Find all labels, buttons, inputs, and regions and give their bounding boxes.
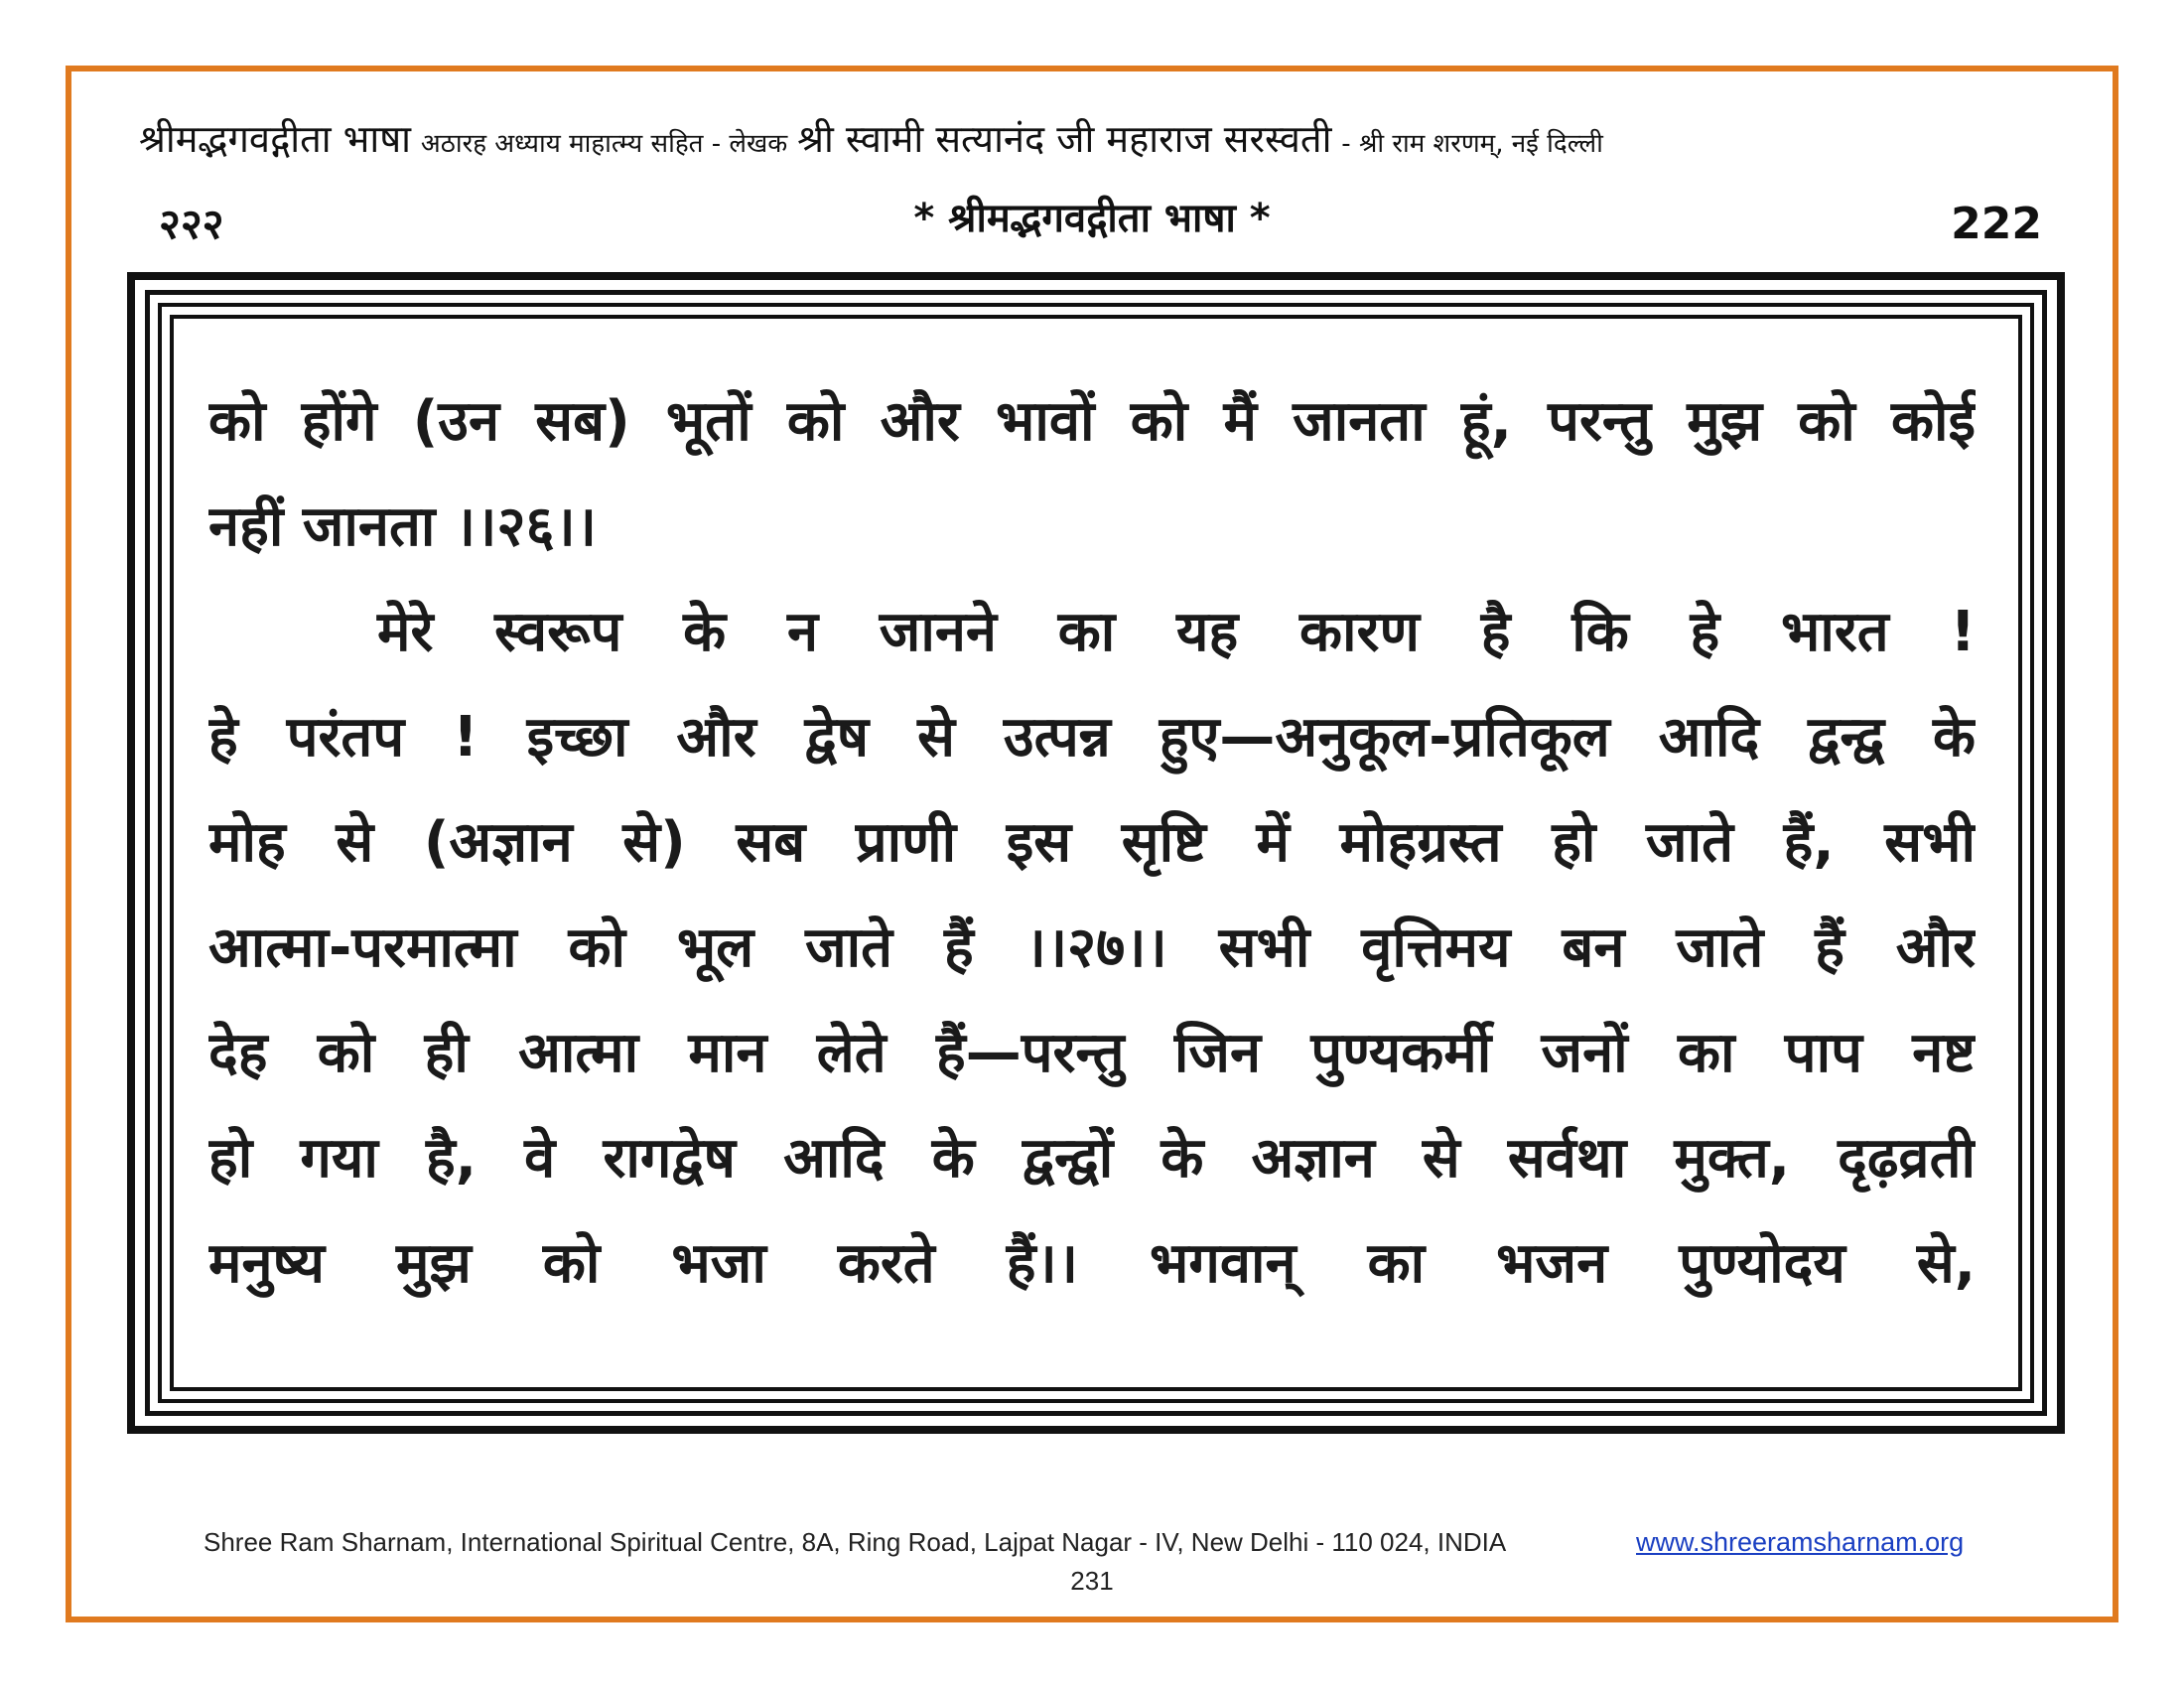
running-title: * श्रीमद्भगवद्गीता भाषा * [913,196,1271,241]
header-publisher: - श्री राम शरणम्, नई दिल्ली [1341,129,1603,159]
header-book-title: श्रीमद्भगवद्गीता भाषा [139,117,412,161]
footer-address: Shree Ram Sharnam, International Spiritual Centre, 8A, Ring Road, Lajpat Nagar - IV, New Delhi - 110 024, INDIA [204,1527,1507,1557]
footer-page-number: 231 [1070,1566,1114,1596]
website-link[interactable]: www.shreeramsharnam.org [1636,1527,1965,1557]
text-line: मनुष्य मुझ को भजा करते हैं।। भगवान् का भजन पुण्योदय से, [208,1231,1976,1296]
text-line: हो गया है, वे रागद्वेष आदि के द्वन्द्वों के अज्ञान से सर्वथा मुक्त, दृढ़व्रती [208,1126,1976,1191]
page-number-arabic: 222 [1951,199,2042,249]
header-author: श्री स्वामी सत्यानंद जी महाराज सरस्वती [797,117,1332,161]
text-line: हे परंतप ! इच्छा और द्वेष से उत्पन्न हुए—अनुकूल-प्रतिकूल आदि द्वन्द्व के [208,705,1976,770]
text-line: को होंगे (उन सब) भूतों को और भावों को मैं जानता हूं, परन्तु मुझ को कोई [208,389,1976,454]
text-line: नहीं जानता ।।२६।। [208,494,598,559]
text-line: मोह से (अज्ञान से) सब प्राणी इस सृष्टि में मोहग्रस्त हो जाते हैं, सभी [208,810,1976,875]
document-header [139,117,2065,166]
header-subtitle: अठारह अध्याय माहात्म्य सहित - लेखक [420,129,788,159]
text-line: देह को ही आत्मा मान लेते हैं—परन्तु जिन पुण्यकर्मी जनों का पाप नष्ट [208,1021,1976,1085]
scripture-text [208,369,1976,1317]
text-line: मेरे स्वरूप के न जानने का यह कारण है कि हे भारत ! [377,600,1976,664]
text-line: आत्मा-परमात्मा को भूल जाते हैं ।।२७।। सभी वृत्तिमय बन जाते हैं और [208,915,1976,980]
page-number-devanagari: २२२ [159,200,224,248]
